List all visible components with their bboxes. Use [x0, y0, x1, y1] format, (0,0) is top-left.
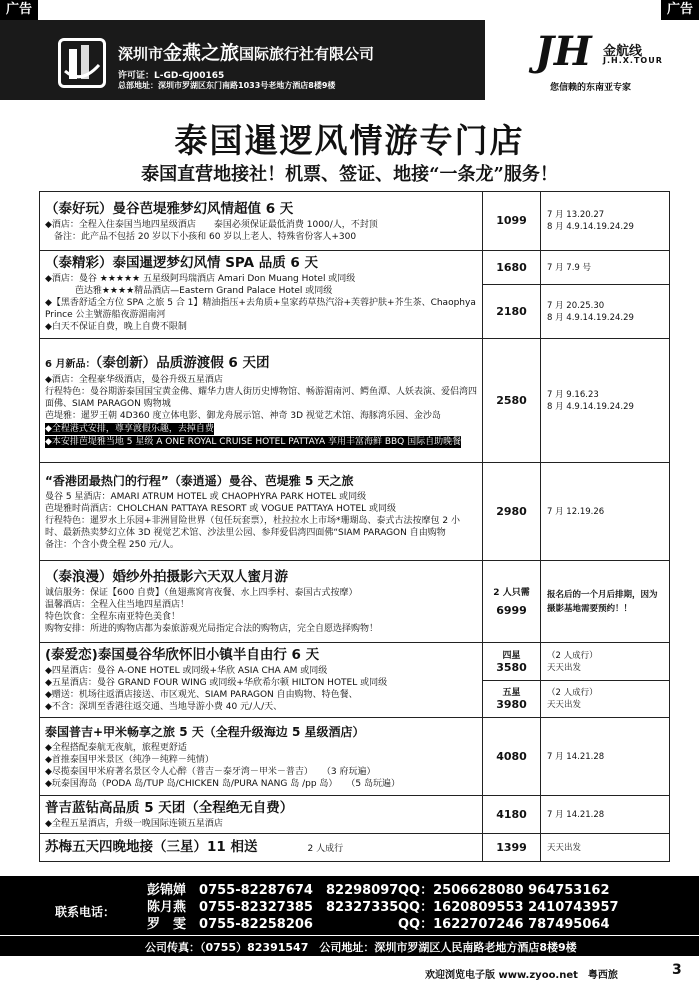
- route-line: ◆全程五星酒店，升级一晚国际连锁五星酒店: [45, 819, 223, 829]
- route-dates: 7 月 14.21.28: [541, 718, 670, 796]
- route-line: ◆【黑香舒适全方位 SPA 之旅 5 合 1】精油指压+去角质+皇家药草热汽浴+芙蓉护肤+芥生茶、Chaophya Prince 公主號游船夜游湄南河: [45, 298, 476, 320]
- route-details: [40, 463, 483, 561]
- qq-item: QQ：2506628080 964753162: [398, 883, 610, 898]
- page-title: 泰国暹逻风情游专门店: [174, 121, 525, 160]
- price-label: 四星: [502, 650, 521, 661]
- route-row: [40, 718, 670, 796]
- route-line: ◆酒店：曼谷 ★★★★★ 五星级阿玛瑞酒店 Amari Don Muang Hotel 或同级: [45, 274, 356, 284]
- route-price: 4080: [483, 718, 541, 796]
- route-row: [40, 251, 670, 285]
- route-line: 备注：此产品不包括 20 岁以下小孩和 60 岁以上老人、特殊省份客人+300: [45, 231, 357, 242]
- route-price: [483, 681, 541, 718]
- route-price: 2580: [483, 339, 541, 463]
- route-row: [40, 796, 670, 834]
- contact-item: 陈月燕 0755-82327385 82327335: [147, 900, 399, 915]
- price-value: 3580: [496, 660, 527, 674]
- route-details: [40, 339, 483, 463]
- contact-label: 联系电话：: [55, 905, 116, 919]
- highlight-line: ◆全程港式安排，尊享渡假乐趣，去掉自费: [45, 423, 214, 434]
- contact-phones: [147, 882, 398, 933]
- agency-logo-icon: [58, 38, 106, 88]
- route-price: 1399: [483, 834, 541, 862]
- route-price: [483, 561, 541, 643]
- route-row: [40, 561, 670, 643]
- route-price: 2180: [483, 285, 541, 339]
- price-label: 2 人只需: [493, 587, 530, 598]
- publication-line: 欢迎浏览电子版 www.zyoo.net 粤西旅: [425, 970, 618, 981]
- partner-en-name: J.H.X.TOUR: [603, 56, 663, 65]
- route-dates: 7 月 20.25.30 8 月 4.9.14.19.24.29: [541, 285, 670, 339]
- route-price: 1680: [483, 251, 541, 285]
- contact-qq-list: [398, 882, 619, 933]
- route-row: [40, 834, 670, 862]
- company-name: 深圳市金燕之旅国际旅行社有限公司: [118, 42, 375, 64]
- route-line: ◆五星酒店：曼谷 GRAND FOUR WING 或同级+华欣希尔顿 HILTON HOTEL 或同级: [45, 678, 388, 688]
- route-dates: （2 人成行） 天天出发: [541, 681, 670, 718]
- route-dates: （2 人成行） 天天出发: [541, 643, 670, 681]
- route-line: 曼谷 5 星酒店：AMARI ATRUM HOTEL 或 CHAOPHYRA PARK HOTEL 或同级: [45, 492, 367, 502]
- route-dates: 7 月 14.21.28: [541, 796, 670, 834]
- route-line: ◆全程搭配泰航无夜航，旅程更舒适: [45, 743, 187, 753]
- header-banner: [0, 20, 699, 100]
- partner-name: 金航线: [603, 44, 643, 59]
- hq-address: 总部地址：深圳市罗湖区东门南路1033号老地方酒店8楼9楼: [118, 81, 336, 90]
- route-line: ◆玩泰国海岛（PODA 岛/TUP 岛/CHICKEN 岛/PURA NANG 岛 /pp 岛） （5 岛玩遍）: [45, 779, 401, 789]
- route-details: [40, 251, 483, 339]
- route-line: ◆赠送：机场往返酒店接送、市区观光、SIAM PARAGON 自由购物、特色餐、: [45, 690, 358, 700]
- route-line: ◆酒店：全程入住泰国当地四星级酒店 泰国必须保证最低消费 1000/人，不封顶: [45, 219, 378, 230]
- ad-tag-right: 广告: [661, 0, 699, 20]
- route-line: 行程特色：曼谷期游泰国国宝黄金佛、耀华力唐人街历史博物馆、畅游湄南河、鳄鱼潭、人妖表演、爱侣湾四面佛、SIAM PARAGON 购物城: [45, 386, 478, 409]
- partner-banner: [485, 20, 699, 100]
- route-dates: 7 月 9.16.23 8 月 4.9.14.19.24.29: [541, 339, 670, 463]
- route-line: 诚信服务：保证【600 自费】（鱼翅燕窝宵夜餐、水上四季村、泰国古式按摩）: [45, 588, 358, 598]
- route-title: 6 月新品：（泰创新）品质游渡假 6 天团: [45, 354, 270, 371]
- route-row: [40, 643, 670, 681]
- route-price: 4180: [483, 796, 541, 834]
- contact-item: 彭锦婵 0755-82287674 82298097: [147, 883, 399, 898]
- route-note: 2 人成行: [307, 844, 344, 854]
- route-dates: 7 月 7.9 号: [541, 251, 670, 285]
- route-row: [40, 192, 670, 251]
- route-title: “香港团最热门的行程”（泰逍遥）曼谷、芭堤雅 5 天之旅: [45, 474, 354, 488]
- route-line: ◆白天不保证自费，晚上自费不限制: [45, 322, 187, 332]
- agency-banner: [0, 20, 485, 100]
- ad-tag-left: 广告: [0, 0, 38, 20]
- route-row: [40, 339, 670, 463]
- contact-footer: [0, 876, 699, 956]
- route-title: 苏梅五天四晚地接（三星）11 相送: [45, 839, 258, 855]
- route-details: [40, 796, 483, 834]
- route-title: 普吉蓝钻高品质 5 天团（全程绝无自费）: [45, 800, 294, 816]
- qq-item: QQ：1622707246 787495064: [398, 917, 610, 932]
- route-line: 行程特色：暹罗水上乐园+非洲冒险世界（包任玩套票），杜拉拉水上市场*珊瑚岛、泰式古法按摩包 2 小时、最新热卖梦幻立体 3D 视觉艺术馆、沙法里公园、参拜爱侣湾四面佛“SIAM PARAGON 自由购物: [45, 516, 460, 538]
- route-dates: 7 月 13.20.27 8 月 4.9.14.19.24.29: [541, 192, 670, 251]
- route-line: 备注：个含小费全程 250 元/人。: [45, 540, 179, 550]
- route-line: 购物安排：所进的购物店都为泰旅游观光局指定合法的购物店，完全自愿选择购物！: [45, 624, 379, 634]
- route-line: ◆尽揽泰国甲米府著名景区令人心醉（普吉－泰牙湾－甲米－普吉） （3 府玩遍）: [45, 767, 376, 777]
- highlight-line: ◆本安排芭堤雅当地 5 星级 A ONE ROYAL CRUISE HOTEL PATTAYA 享用丰富海鲜 BBQ 国际自助晚餐: [45, 436, 462, 447]
- route-details: [40, 192, 483, 251]
- route-title: (泰爱恋)泰国曼谷华欣怀旧小镇半自由行 6 天: [45, 647, 320, 663]
- route-price: [483, 643, 541, 681]
- route-line: 温馨酒店：全程入住当地四星酒店！: [45, 600, 190, 610]
- route-line: 芭堤雅：暹罗王朝 4D360 度立体电影、御龙舟展示馆、神奇 3D 视觉艺术馆、海豚湾乐园、金沙岛: [45, 410, 441, 421]
- route-details: [40, 561, 483, 643]
- contact-item: 罗 雯 0755-82258206: [147, 917, 313, 932]
- route-line: ◆酒店：全程豪华级酒店，曼谷升级五星酒店: [45, 374, 223, 385]
- route-title: 泰国普吉+甲米畅享之旅 5 天（全程升级海边 5 星级酒店）: [45, 725, 365, 739]
- partner-logo-icon: JH: [535, 28, 592, 75]
- route-title: （泰精彩）泰国暹逻梦幻风情 SPA 品质 6 天: [45, 255, 319, 271]
- route-details: [40, 718, 483, 796]
- route-line: 芭达雅★★★★精品酒店—Eastern Grand Palace Hotel 或同级: [45, 286, 333, 296]
- page-number: 3: [672, 962, 682, 978]
- route-price: 1099: [483, 192, 541, 251]
- price-value: 6999: [496, 603, 527, 617]
- fax-address: 公司传真：（0755）82391547 公司地址：深圳市罗湖区人民南路老地方酒店8楼9楼: [145, 941, 577, 954]
- route-dates: 报名后的一个月后排期，因为摄影基地需要预约！！: [541, 561, 670, 643]
- route-title: （泰浪漫）婚纱外拍摄影六天双人蜜月游: [45, 569, 288, 585]
- price-label: 五星: [502, 688, 521, 698]
- route-line: 芭堤雅时尚酒店：CHOLCHAN PATTAYA RESORT 或 VOGUE PATTAYA HOTEL 或同级: [45, 504, 397, 514]
- route-details: [40, 643, 483, 718]
- route-table: [39, 191, 670, 862]
- route-line: ◆四星酒店：曼谷 A-ONE HOTEL 或同级+华欣 ASIA CHA AM 或同级: [45, 666, 328, 676]
- route-dates: 天天出发: [541, 834, 670, 862]
- route-line: 特色饮食：全程东南亚特色美食！: [45, 612, 181, 622]
- qq-item: QQ：1620809553 2410743957: [398, 900, 619, 915]
- footer-divider: [0, 935, 699, 936]
- license-number: 许可证：L-GD-GJ00165: [118, 71, 225, 81]
- route-row: [40, 463, 670, 561]
- route-line: ◆不含：深圳至香港往返交通、当地导游小费 40 元/人/天、: [45, 702, 283, 712]
- route-details: [40, 834, 483, 862]
- price-value: 3980: [496, 698, 527, 711]
- route-line: ◆首推泰国甲米景区（纯净－纯粹－纯情）: [45, 755, 214, 765]
- route-dates: 7 月 12.19.26: [541, 463, 670, 561]
- route-title: （泰好玩）曼谷芭堤雅梦幻风情超值 6 天: [45, 200, 294, 217]
- route-price: 2980: [483, 463, 541, 561]
- page-subtitle: 泰国直营地接社！机票、签证、地接“一条龙”服务！: [141, 164, 558, 185]
- partner-slogan: 您信赖的东南亚专家: [550, 83, 632, 93]
